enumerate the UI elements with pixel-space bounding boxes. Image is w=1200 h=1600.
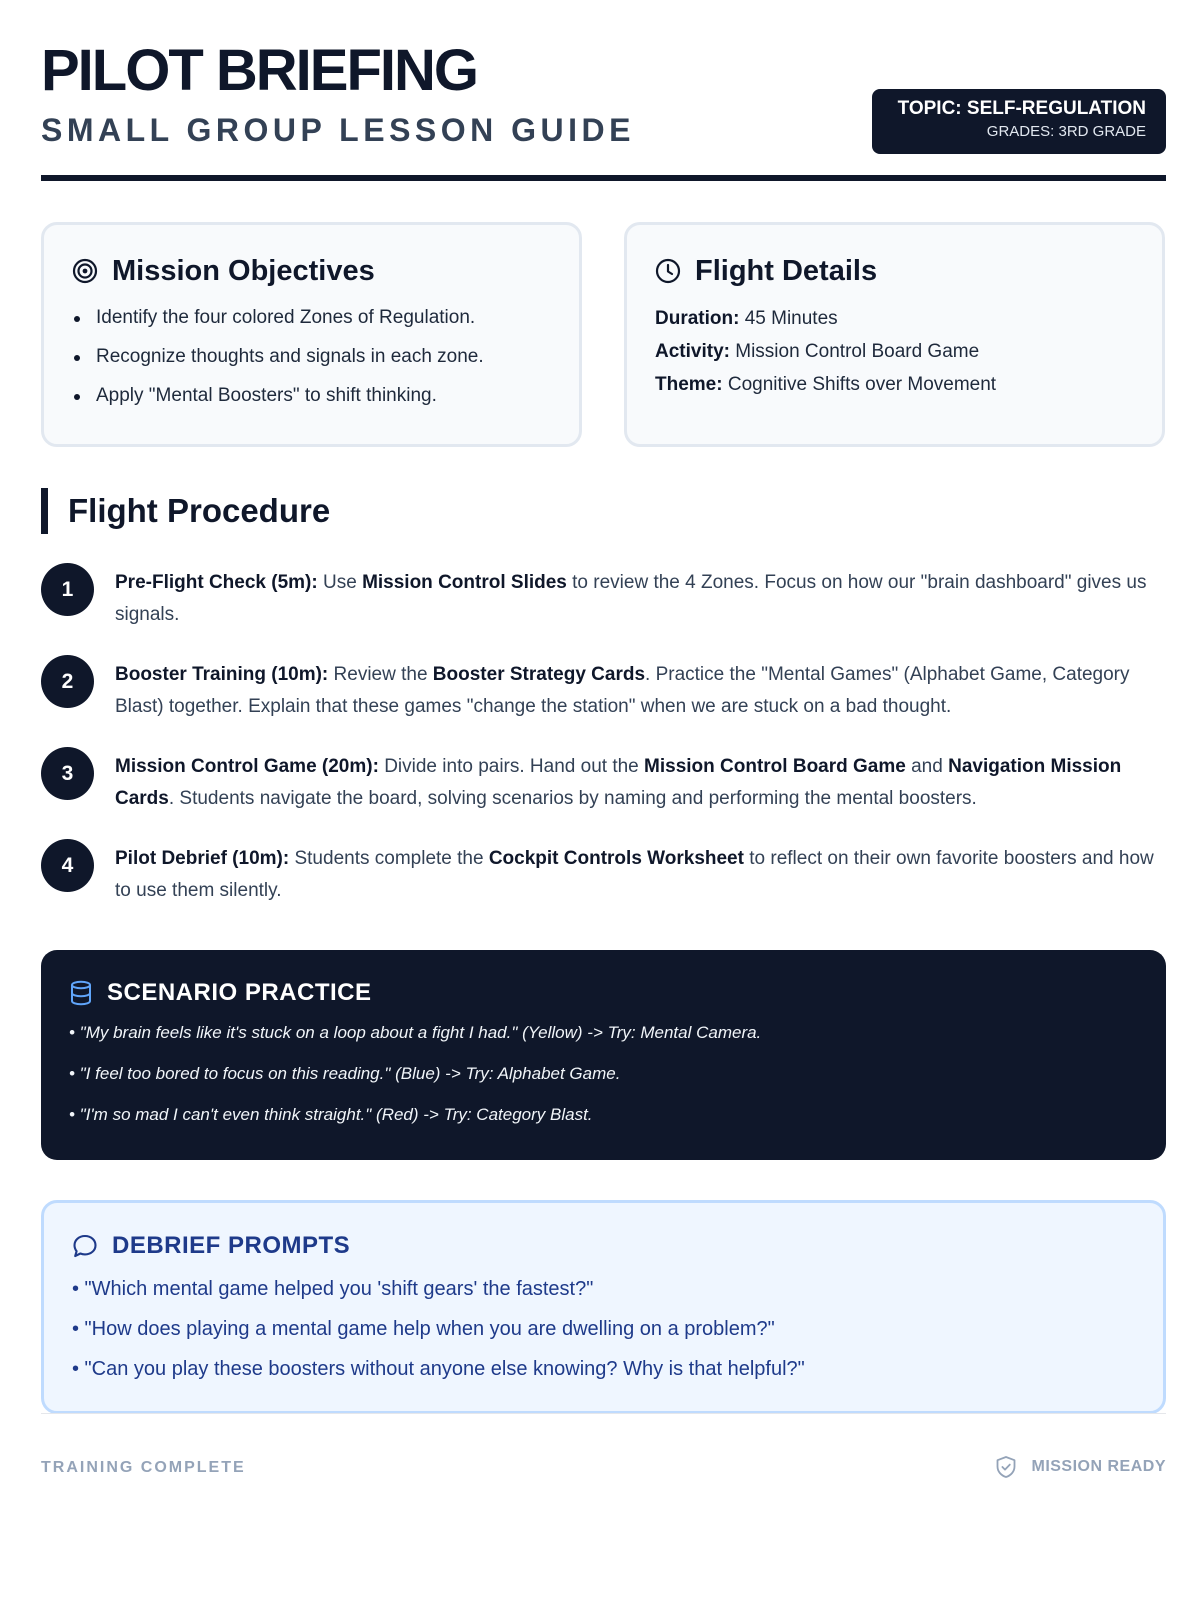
flight-details-title: Flight Details <box>695 255 878 287</box>
procedure-steps <box>41 560 1166 928</box>
procedure-step <box>41 560 1166 652</box>
list-item: Apply "Mental Boosters" to shift thinking. <box>72 384 551 408</box>
list-item: Recognize thoughts and signals in each zone. <box>72 345 551 369</box>
detail-duration <box>655 307 1134 331</box>
lesson-guide-page <box>41 0 1166 1476</box>
info-cards <box>41 222 1166 447</box>
chat-bubble-icon <box>72 1233 98 1259</box>
step-number: 3 <box>41 747 94 800</box>
debrief-list <box>72 1276 1135 1382</box>
procedure-step <box>41 836 1166 928</box>
detail-label: Activity: <box>655 341 730 362</box>
step-body: to review the 4 Zones. Focus on how our "brain dashboard" gives us signals. <box>115 572 1147 625</box>
debrief-prompts-title: DEBRIEF PROMPTS <box>112 1232 351 1259</box>
scenario-practice-title: SCENARIO PRACTICE <box>107 979 372 1006</box>
flight-details-card <box>624 222 1165 447</box>
topic-label: TOPIC: SELF-REGULATION <box>897 98 1146 119</box>
objectives-list <box>72 306 551 408</box>
procedure-step <box>41 744 1166 836</box>
footer-status-left: TRAINING COMPLETE <box>41 1459 246 1476</box>
step-body: to reflect on their own favorite boosters and how to use them silently. <box>115 848 1154 901</box>
mission-objectives-title: Mission Objectives <box>112 255 375 287</box>
detail-value: 45 Minutes <box>739 308 838 329</box>
shield-check-icon <box>995 1455 1017 1479</box>
detail-label: Theme: <box>655 374 723 395</box>
step-number: 2 <box>41 655 94 708</box>
list-item: • "I'm so mad I can't even think straight." (Red) -> Try: Category Blast. <box>69 1105 593 1124</box>
step-material: Booster Strategy Cards <box>432 664 646 685</box>
flight-procedure-heading: Flight Procedure <box>41 488 330 534</box>
step-text <box>115 567 1166 631</box>
step-lead: Mission Control Game (20m): <box>115 756 379 777</box>
flight-details-heading <box>655 253 1134 289</box>
step-body: Students complete the <box>289 848 489 869</box>
step-material: Mission Control Slides <box>362 572 567 593</box>
debrief-prompts-heading <box>72 1231 1135 1261</box>
debrief-prompts-box <box>41 1200 1166 1414</box>
step-body: . Practice the "Mental Games" (Alphabet Game, Category Blast) together. Explain that these games "change the station" when we are stuck on a bad thought. <box>115 664 1130 717</box>
procedure-step <box>41 652 1166 744</box>
mission-ready-label: MISSION READY <box>1031 1458 1166 1475</box>
step-body: and <box>905 756 949 777</box>
list-item: • "My brain feels like it's stuck on a loop about a fight I had." (Yellow) -> Try: Mental Camera. <box>69 1023 762 1042</box>
list-item: • "Can you play these boosters without anyone else knowing? Why is that helpful?" <box>72 1358 805 1380</box>
footer-divider <box>41 1413 1166 1414</box>
step-body: . Students navigate the board, solving scenarios by naming and performing the mental boosters. <box>168 788 977 809</box>
step-material: Mission Control Board Game <box>644 756 906 777</box>
clock-icon <box>655 258 681 284</box>
step-number: 4 <box>41 839 94 892</box>
detail-value: Cognitive Shifts over Movement <box>722 374 997 395</box>
mission-objectives-heading <box>72 253 551 289</box>
scenario-practice-heading <box>69 978 1138 1008</box>
database-icon <box>69 980 93 1006</box>
scenario-list <box>69 1022 1138 1126</box>
detail-theme <box>655 373 1134 397</box>
step-material: Navigation Mission Cards <box>115 756 1122 809</box>
step-text <box>115 751 1166 815</box>
step-body: Divide into pairs. Hand out the <box>378 756 645 777</box>
detail-label: Duration: <box>655 308 740 329</box>
step-text <box>115 659 1166 723</box>
scenario-practice-box <box>41 950 1166 1160</box>
step-lead: Booster Training (10m): <box>115 664 329 685</box>
grade-label: GRADES: 3RD GRADE <box>986 123 1146 140</box>
step-lead: Pilot Debrief (10m): <box>115 848 290 869</box>
step-body: Use <box>317 572 363 593</box>
target-icon <box>72 258 98 284</box>
header <box>41 0 1166 182</box>
details-list <box>655 307 1134 397</box>
step-material: Cockpit Controls Worksheet <box>488 848 744 869</box>
list-item: • "I feel too bored to focus on this reading." (Blue) -> Try: Alphabet Game. <box>69 1064 621 1083</box>
list-item: Identify the four colored Zones of Regulation. <box>72 306 551 330</box>
header-divider <box>41 175 1166 181</box>
list-item: • "How does playing a mental game help when you are dwelling on a problem?" <box>72 1318 775 1340</box>
step-text <box>115 843 1166 907</box>
page-title: PILOT BRIEFING <box>41 38 477 103</box>
step-body: Review the <box>328 664 433 685</box>
step-lead: Pre-Flight Check (5m): <box>115 572 318 593</box>
step-number: 1 <box>41 563 94 616</box>
footer-status-right <box>995 1455 1166 1479</box>
mission-objectives-card <box>41 222 582 447</box>
detail-value: Mission Control Board Game <box>729 341 980 362</box>
list-item: • "Which mental game helped you 'shift gears' the fastest?" <box>72 1278 594 1300</box>
topic-badge <box>872 89 1166 154</box>
detail-activity <box>655 340 1134 364</box>
page-subtitle: SMALL GROUP LESSON GUIDE <box>41 112 635 148</box>
